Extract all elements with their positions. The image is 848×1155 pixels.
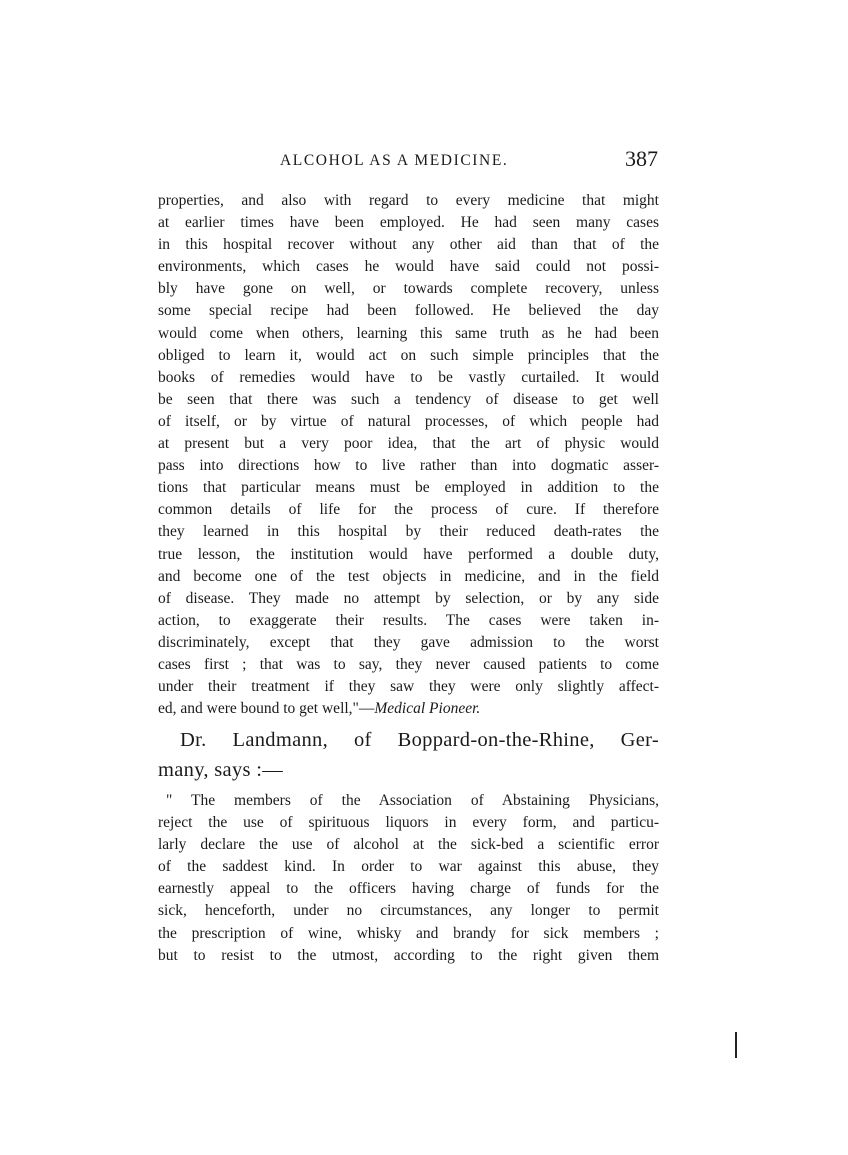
text-line: environments, which cases he would have said could not possi- [158, 258, 659, 276]
text-line: of the saddest kind. In order to war against this abuse, they [158, 858, 659, 876]
text-line: cases first ; that was to say, they never caused patients to come [158, 655, 659, 673]
margin-mark [735, 1032, 737, 1058]
text-line: under their treatment if they saw they were only slightly affect- [158, 678, 659, 696]
text-line: be seen that there was such a tendency of disease to get well [158, 390, 659, 408]
quotation-paragraph [158, 790, 659, 967]
page-number: 387 [625, 146, 658, 171]
text-line: pass into directions how to live rather than into dogmatic asser- [158, 457, 659, 475]
text-line: sick, henceforth, under no circumstances, any longer to permit [158, 902, 659, 920]
text-line: at present but a very poor idea, that the art of physic would [158, 435, 659, 453]
running-title: ALCOHOL AS A MEDICINE. [280, 152, 509, 169]
text-line: the prescription of wine, whisky and brandy for sick members ; [158, 924, 659, 942]
text-line: they learned in this hospital by their reduced death-rates the [158, 523, 659, 541]
heading-line: Dr. Landmann, of Boppard-on-the-Rhine, Ger- [180, 729, 659, 751]
text-line: common details of life for the process of cure. If therefore [158, 501, 659, 519]
paragraph-continuation [158, 190, 659, 720]
text-line: and become one of the test objects in medicine, and in the field [158, 567, 659, 585]
text-line: obliged to learn it, would act on such simple principles that the [158, 346, 659, 364]
final-line-text: ed, and were bound to get well,"— [158, 700, 375, 718]
text-line-final [158, 698, 659, 720]
text-line: action, to exaggerate their results. The cases were taken in- [158, 611, 659, 629]
text-line: properties, and also with regard to every medicine that might [158, 192, 659, 209]
text-line: some special recipe had been followed. He believed the day [158, 302, 659, 320]
text-line: would come when others, learning this same truth as he had been [158, 324, 659, 342]
text-line: but to resist to the utmost, according to the right given them [158, 946, 659, 964]
text-line: at earlier times have been employed. He had seen many cases [158, 214, 659, 232]
source-citation: Medical Pioneer. [374, 700, 481, 718]
text-line: reject the use of spirituous liquors in every form, and particu- [158, 814, 659, 832]
text-line: of disease. They made no attempt by selection, or by any side [158, 589, 659, 607]
running-head [158, 146, 660, 176]
text-line: earnestly appeal to the officers having charge of funds for the [158, 880, 659, 898]
heading-line: many, says :— [158, 759, 283, 781]
text-line: true lesson, the institution would have performed a double duty, [158, 545, 659, 563]
text-line: " The members of the Association of Abstaining Physicians, [166, 792, 659, 809]
text-line: in this hospital recover without any other aid than that of the [158, 236, 659, 254]
text-line: tions that particular means must be employed in addition to the [158, 479, 659, 497]
text-line: of itself, or by virtue of natural processes, of which people had [158, 412, 659, 430]
text-line: bly have gone on well, or towards complete recovery, unless [158, 280, 659, 298]
section-heading-paragraph [158, 725, 659, 785]
text-line: books of remedies would have to be vastly curtailed. It would [158, 368, 659, 386]
text-line: larly declare the use of alcohol at the sick-bed a scientific error [158, 836, 659, 854]
text-line: discriminately, except that they gave admission to the worst [158, 633, 659, 651]
